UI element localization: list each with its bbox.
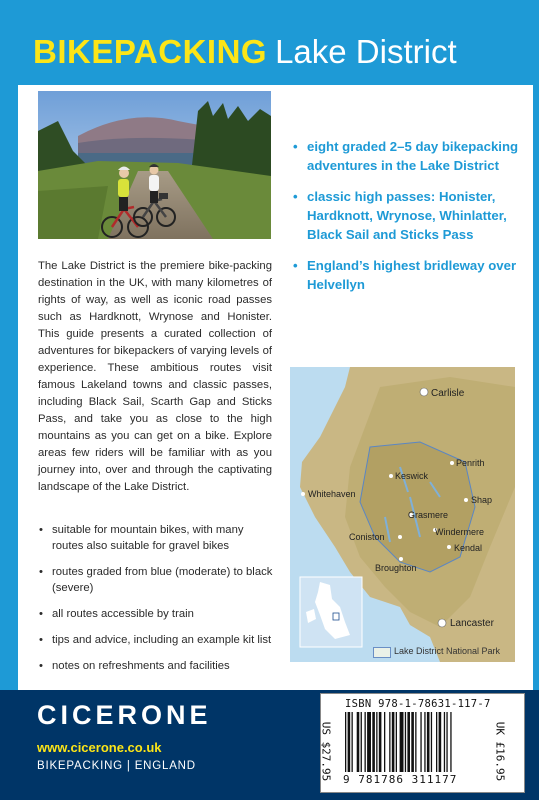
barcode-bars (345, 712, 497, 772)
barcode-bar (411, 712, 414, 772)
town-label: Broughton (375, 563, 417, 573)
bullet-icon: • (39, 524, 43, 536)
bullet-icon: • (39, 566, 43, 578)
barcode-bar (427, 712, 430, 772)
feature-text: tips and advice, including an example kit list (52, 634, 272, 646)
legend-label: Lake District National Park (394, 646, 501, 656)
barcode-bar (405, 712, 406, 772)
barcode-bar (392, 712, 395, 772)
town-label: Carlisle (431, 388, 465, 399)
barcode-bar (420, 712, 421, 772)
highlight-item (293, 137, 528, 175)
feature-text: all routes accessible by train (52, 608, 194, 620)
feature-list (38, 522, 278, 684)
barcode-bar (372, 712, 375, 772)
barcode-bar (376, 712, 377, 772)
publisher-website: www.cicerone.co.uk (37, 740, 162, 755)
town-label: Coniston (349, 532, 385, 542)
isbn-text: ISBN 978-1-78631-117-7 (345, 698, 491, 710)
barcode-bar (436, 712, 437, 772)
bullet-icon: • (293, 258, 298, 273)
barcode-bar (384, 712, 385, 772)
price-uk: UK £16.95 (493, 721, 507, 782)
map-legend (376, 646, 500, 656)
barcode-bar (407, 712, 410, 772)
region-map (290, 367, 515, 662)
barcode-bar (365, 712, 366, 772)
bullet-icon: • (39, 634, 43, 646)
barcode-bar (444, 712, 445, 772)
publisher-logo: CICERONE (37, 700, 212, 730)
highlight-item (293, 187, 528, 244)
barcode-bar (431, 712, 432, 772)
feature-item (38, 632, 278, 648)
barcode-bar (400, 712, 404, 772)
barcode-bar (379, 712, 382, 772)
barcode-bar (357, 712, 360, 772)
barcode-bar (446, 712, 447, 772)
barcode-number: 9 781786 311177 (343, 773, 458, 786)
feature-text: suitable for mountain bikes, with many routes also suitable for gravel bikes (52, 524, 244, 552)
barcode-bar (389, 712, 390, 772)
town-label: Keswick (395, 471, 429, 481)
barcode-bar (415, 712, 416, 772)
barcode-bar (450, 712, 451, 772)
price-us: US $27.95 (319, 721, 333, 782)
town-label: Windermere (435, 527, 485, 537)
bullet-icon: • (293, 139, 298, 154)
description-paragraph: The Lake District is the premiere bike-packing destination in the UK, with many kilometres of rights of way, as well as iconic road passes such as Hardknott, Wrynose and Honister. This guide presents a curated collection of adventures for bikepackers of varying levels of experience. These ambitious routes visit famous Lakeland towns and classic passes, including Black Sail, Scarth Gap and Sticks Pass, and take you as close to the high mountains as you can get on a bike. Explore areas few riders will be familiar with as you journey into, over and through the captivating landscape of the Lake District. (38, 260, 272, 493)
feature-item (38, 658, 278, 674)
town-label: Grasmere (408, 510, 449, 520)
barcode-bar (367, 712, 371, 772)
barcode-bar (424, 712, 425, 772)
feature-text: notes on refreshments and facilities (52, 660, 230, 672)
town-label: Kendal (454, 543, 483, 553)
bullet-icon: • (39, 660, 43, 672)
highlight-text: eight graded 2–5 day bikepacking adventures in the Lake District (307, 139, 519, 173)
highlight-text: classic high passes: Honister, Hardknott, Wrynose, Whinlatter, Black Sail and Sticks Pass (307, 189, 507, 242)
title-highlight: BIKEPACKING (33, 33, 268, 70)
bullet-icon: • (39, 608, 43, 620)
bullet-icon: • (293, 189, 298, 204)
town-label: Whitehaven (308, 489, 356, 499)
town-label: Penrith (456, 458, 485, 468)
feature-item (38, 522, 278, 554)
town-label: Lancaster (450, 618, 494, 629)
barcode-bar (361, 712, 362, 772)
town-label: Shap (471, 495, 493, 505)
feature-text: routes graded from blue (moderate) to black (severe) (52, 566, 273, 594)
feature-item (38, 606, 278, 622)
series-label: BIKEPACKING | ENGLAND (37, 760, 196, 772)
highlight-item (293, 256, 528, 294)
barcode-bar (345, 712, 346, 772)
highlight-text: England’s highest bridleway over Helvellyn (307, 258, 517, 292)
barcode-bar (439, 712, 442, 772)
cover-title (33, 30, 457, 74)
feature-item (38, 564, 278, 596)
barcode-bar (352, 712, 353, 772)
barcode-bar (396, 712, 397, 772)
highlight-list (293, 137, 528, 306)
title-rest: Lake District (275, 33, 457, 70)
cyclists-photo (38, 91, 271, 239)
barcode-bar (348, 712, 351, 772)
